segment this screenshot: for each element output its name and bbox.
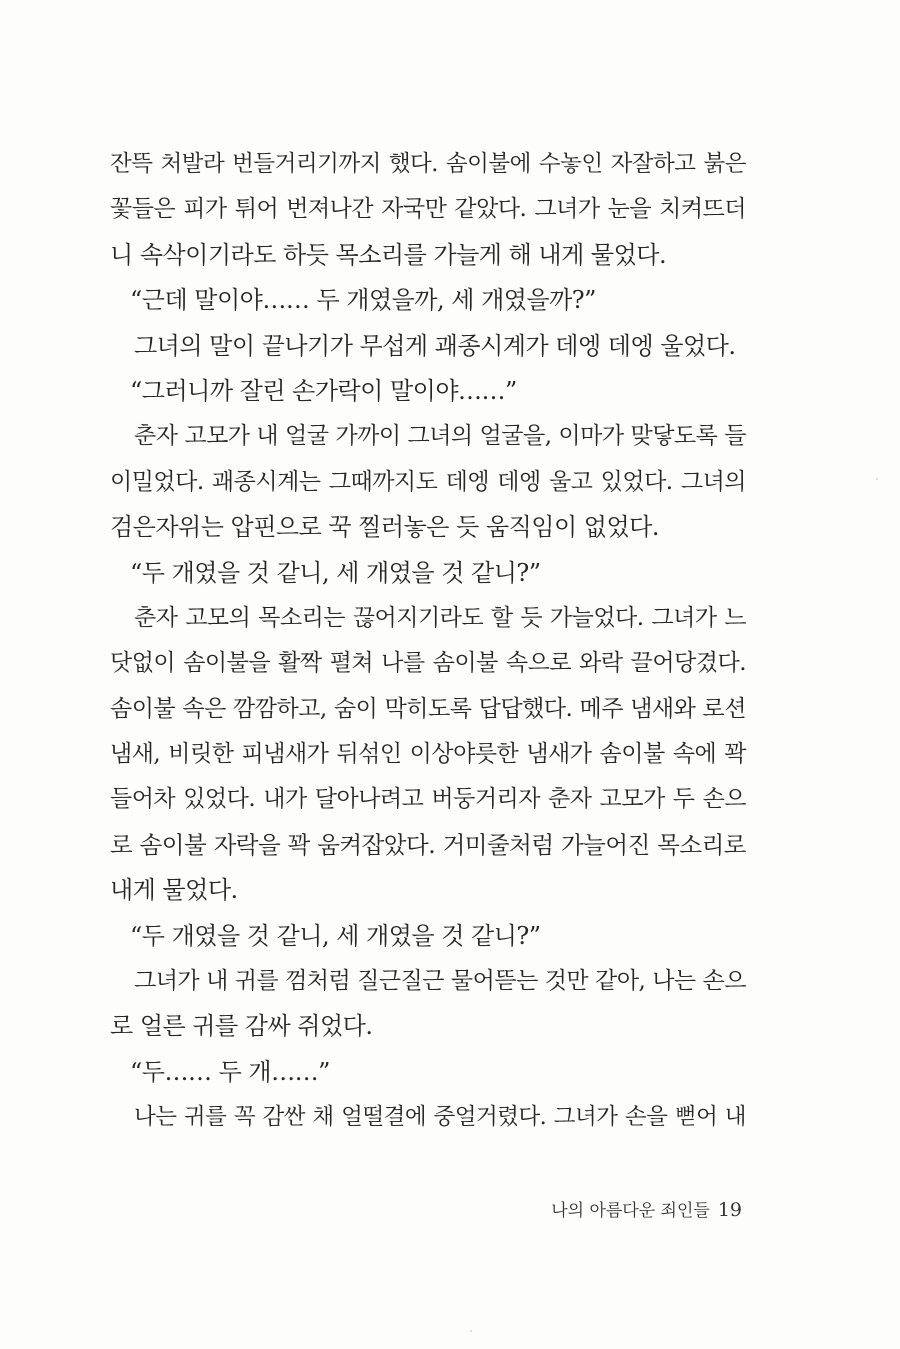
text-line: 내게 물었다.	[110, 876, 238, 905]
dialogue-line: “그러니까 잘린 손가락이 말이야……”	[130, 376, 517, 405]
paragraph-start-line: 나는 귀를 꼭 감싼 채 얼떨결에 중얼거렸다. 그녀가 손을 뻗어 내	[134, 1104, 746, 1131]
running-title: 나의 아름다운 죄인들	[551, 1201, 710, 1221]
paragraph-start-line: 춘자 고모의 목소리는 끊어지기라도 할 듯 가늘었다. 그녀가 느	[134, 604, 746, 631]
body-text	[110, 142, 746, 1141]
paper-speck	[876, 478, 878, 480]
page-number: 19	[717, 1199, 742, 1221]
text-line: 검은자위는 압핀으로 꾹 찔러놓은 듯 움직임이 없었다.	[110, 513, 659, 542]
text-line: 닷없이 솜이불을 활짝 펼쳐 나를 솜이불 속으로 와락 끌어당겼다.	[110, 650, 746, 677]
dialogue-line: “두…… 두 개……”	[130, 1057, 330, 1086]
text-line: 들어차 있었다. 내가 달아나려고 버둥거리자 춘자 고모가 두 손으	[110, 786, 746, 813]
text-line: 로 얼른 귀를 감싸 쥐었다.	[110, 1012, 373, 1041]
paragraph-start-line: 춘자 고모가 내 얼굴 가까이 그녀의 얼굴을, 이마가 맞닿도록 들	[134, 423, 746, 450]
text-line: 로 솜이불 자락을 꽉 움켜잡았다. 거미줄처럼 가늘어진 목소리로	[110, 830, 746, 859]
page-footer	[551, 1196, 742, 1221]
text-line: 이밀었다. 괘종시계는 그때까지도 데엥 데엥 울고 있었다. 그녀의	[110, 468, 746, 495]
dialogue-line: “근데 말이야…… 두 개였을까, 세 개였을까?”	[130, 286, 596, 315]
dialogue-line: “두 개였을 것 같니, 세 개였을 것 같니?”	[130, 921, 541, 950]
paragraph-start-line: 그녀의 말이 끝나기가 무섭게 괘종시계가 데엥 데엥 울었다.	[134, 331, 736, 360]
paragraph-start-line: 그녀가 내 귀를 껌처럼 질근질근 물어뜯는 것만 같아, 나는 손으	[134, 968, 746, 995]
paper-speck	[470, 1330, 472, 1332]
text-line: 냄새, 비릿한 피냄새가 뒤섞인 이상야릇한 냄새가 솜이불 속에 꽉	[110, 741, 746, 768]
text-line: 꽃들은 피가 튀어 번져나간 자국만 같았다. 그녀가 눈을 치켜뜨더	[110, 196, 746, 223]
text-line: 잔뜩 처발라 번들거리기까지 했다. 솜이불에 수놓인 자잘하고 붉은	[110, 151, 746, 177]
dialogue-line: “두 개였을 것 같니, 세 개였을 것 같니?”	[130, 558, 541, 587]
text-line: 니 속삭이기라도 하듯 목소리를 가늘게 해 내게 물었다.	[110, 240, 667, 269]
text-line: 솜이불 속은 깜깜하고, 숨이 막히도록 답답했다. 메주 냄새와 로션	[110, 695, 746, 722]
